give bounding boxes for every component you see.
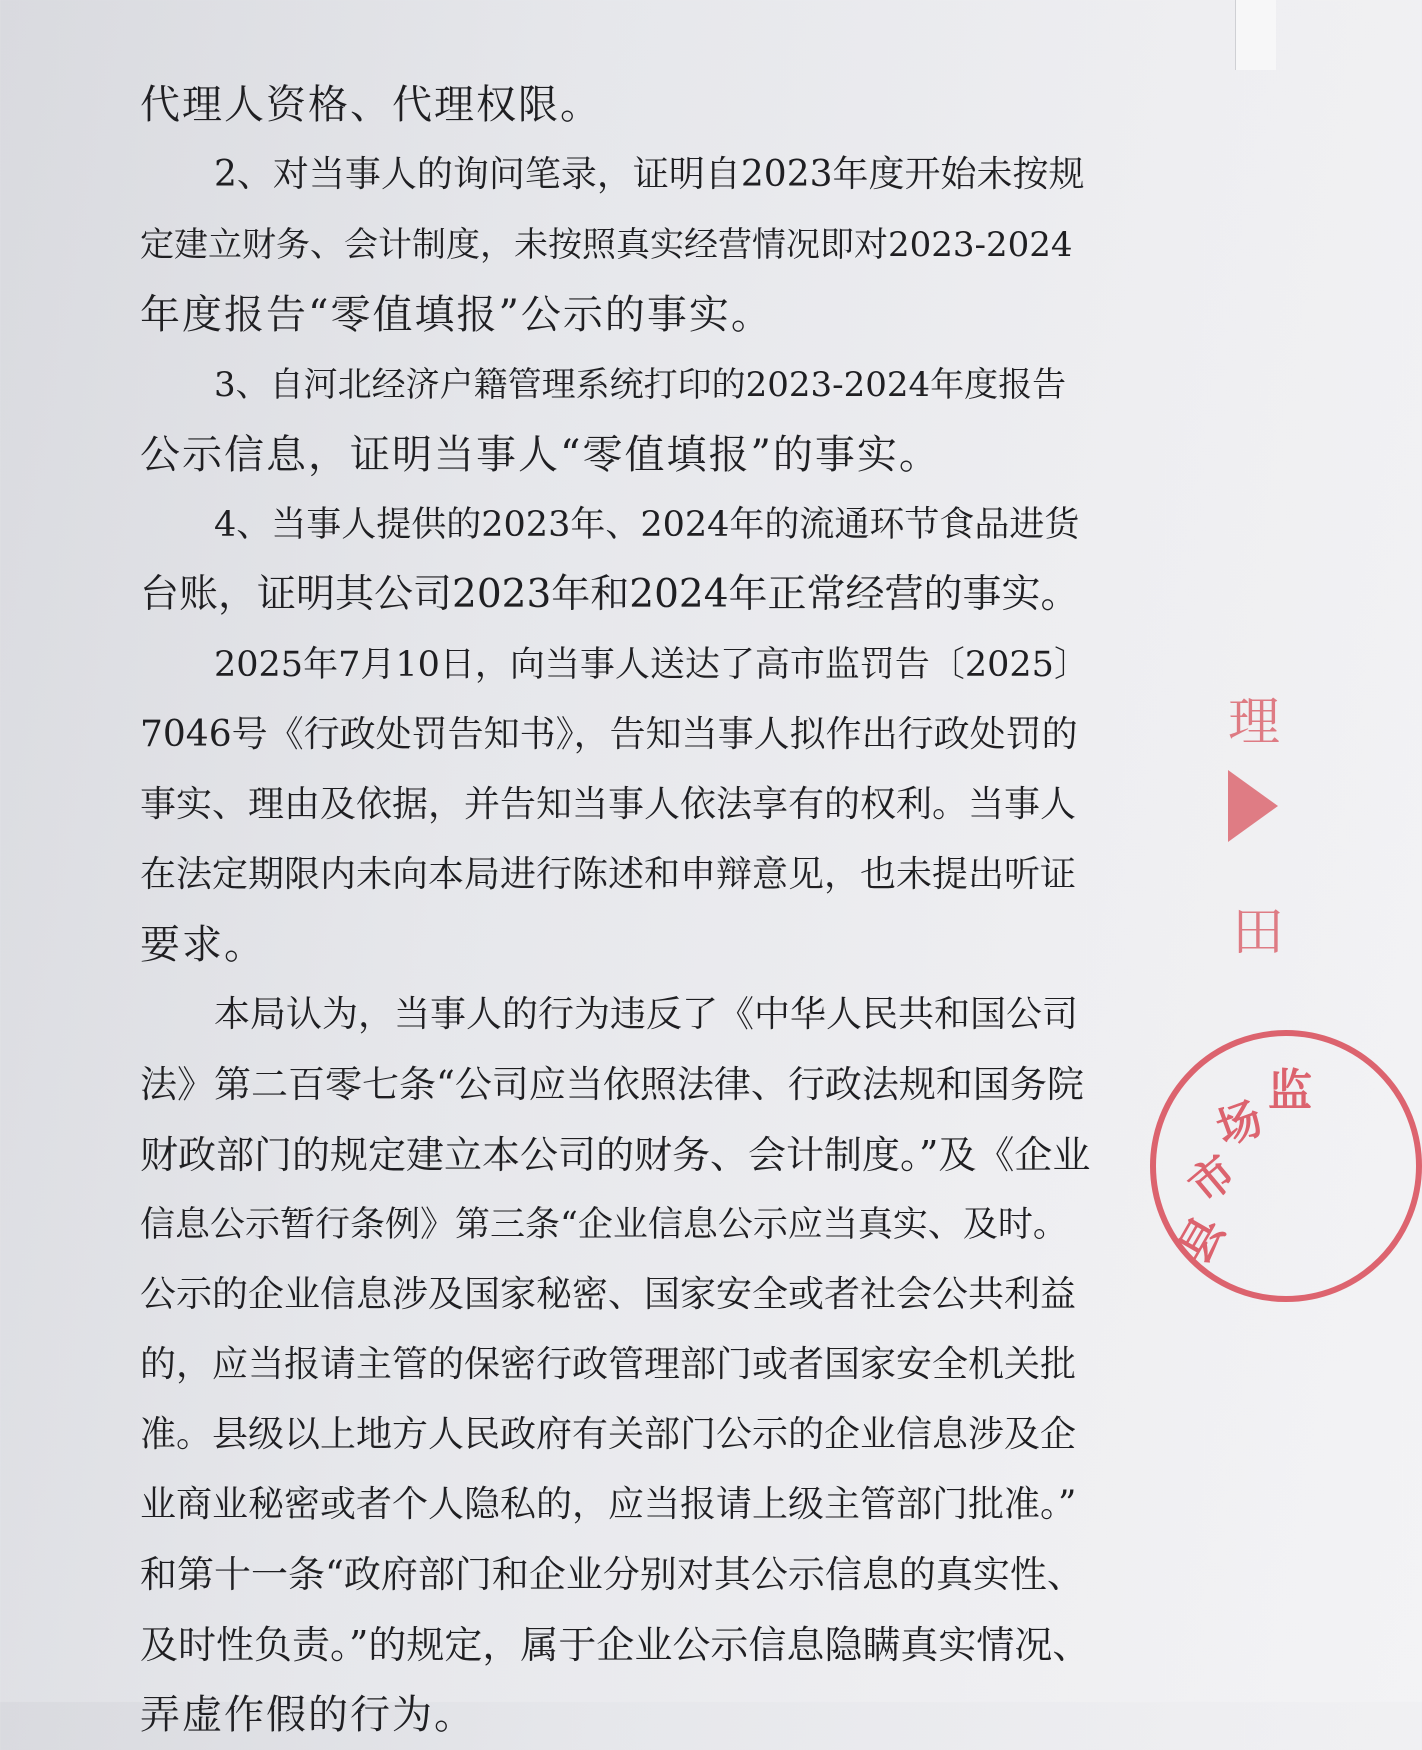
text-line: 事实、理由及依据，并告知当事人依法享有的权利。当事人: [140, 784, 1077, 825]
document-body: [140, 70, 1120, 1750]
text-line: 定建立财务、会计制度，未按照真实经营情况即对2023-2024: [140, 225, 1073, 265]
seal-char-3: 场: [1210, 1092, 1269, 1156]
text-line: 的，应当报请主管的保密行政管理部门或者国家安全机关批: [140, 1344, 1077, 1385]
text-line: 本局认为，当事人的行为违反了《中华人民共和国公司: [214, 994, 1079, 1035]
text-line: 在法定期限内未向本局进行陈述和申辩意见，也未提出听证: [140, 854, 1077, 895]
text-line: 及时性负责。”的规定，属于企业公示信息隐瞒真实情况、: [140, 1623, 1091, 1667]
page-corner: [1235, 0, 1276, 70]
text-line: 2025年7月10日，向当事人送达了高市监罚告〔2025〕: [214, 645, 1089, 685]
official-seal: [1150, 1030, 1422, 1302]
text-line: 7046号《行政处罚告知书》，告知当事人拟作出行政处罚的: [140, 714, 1078, 755]
text-line: 台账，证明其公司2023年和2024年正常经营的事实。: [140, 572, 1080, 617]
text-line: 年度报告“零值填报”公示的事实。: [140, 292, 773, 338]
text-line: 代理人资格、代理权限。: [140, 82, 602, 128]
text-line: 信息公示暂行条例》第三条“企业信息公示应当真实、及时。: [140, 1205, 1068, 1245]
text-line: 要求。: [140, 922, 266, 968]
text-line: 和第十一条“政府部门和企业分别对其公示信息的真实性、: [140, 1553, 1084, 1596]
text-line: 准。县级以上地方人民政府有关部门公示的企业信息涉及企: [140, 1414, 1077, 1455]
text-line: 公示的企业信息涉及国家秘密、国家安全或者社会公共利益: [140, 1274, 1077, 1315]
text-line: 法》第二百零七条“公司应当依照法律、行政法规和国务院: [140, 1063, 1084, 1106]
text-line: 2、对当事人的询问笔录，证明自2023年度开始未按规: [214, 154, 1085, 195]
seal-char-1: 县: [1168, 1208, 1235, 1273]
text-line: 4、当事人提供的2023年、2024年的流通环节食品进货: [214, 505, 1080, 545]
text-line: 业商业秘密或者个人隐私的，应当报请上级主管部门批准。”: [140, 1484, 1077, 1525]
text-line: 3、自河北经济户籍管理系统打印的2023-2024年度报告: [214, 365, 1067, 405]
seal-char-2: 市: [1179, 1145, 1247, 1214]
seal-char-4: 监: [1268, 1065, 1312, 1116]
margin-arrow-mark: [1228, 770, 1278, 842]
text-line: 公示信息，证明当事人“零值填报”的事实。: [140, 432, 941, 478]
margin-mark-bottom: 田: [1232, 903, 1285, 963]
text-line: 弄虚作假的行为。: [140, 1692, 476, 1738]
margin-mark-top: 理: [1228, 693, 1281, 753]
text-line: 财政部门的规定建立本公司的财务、会计制度。”及《企业: [140, 1133, 1091, 1177]
